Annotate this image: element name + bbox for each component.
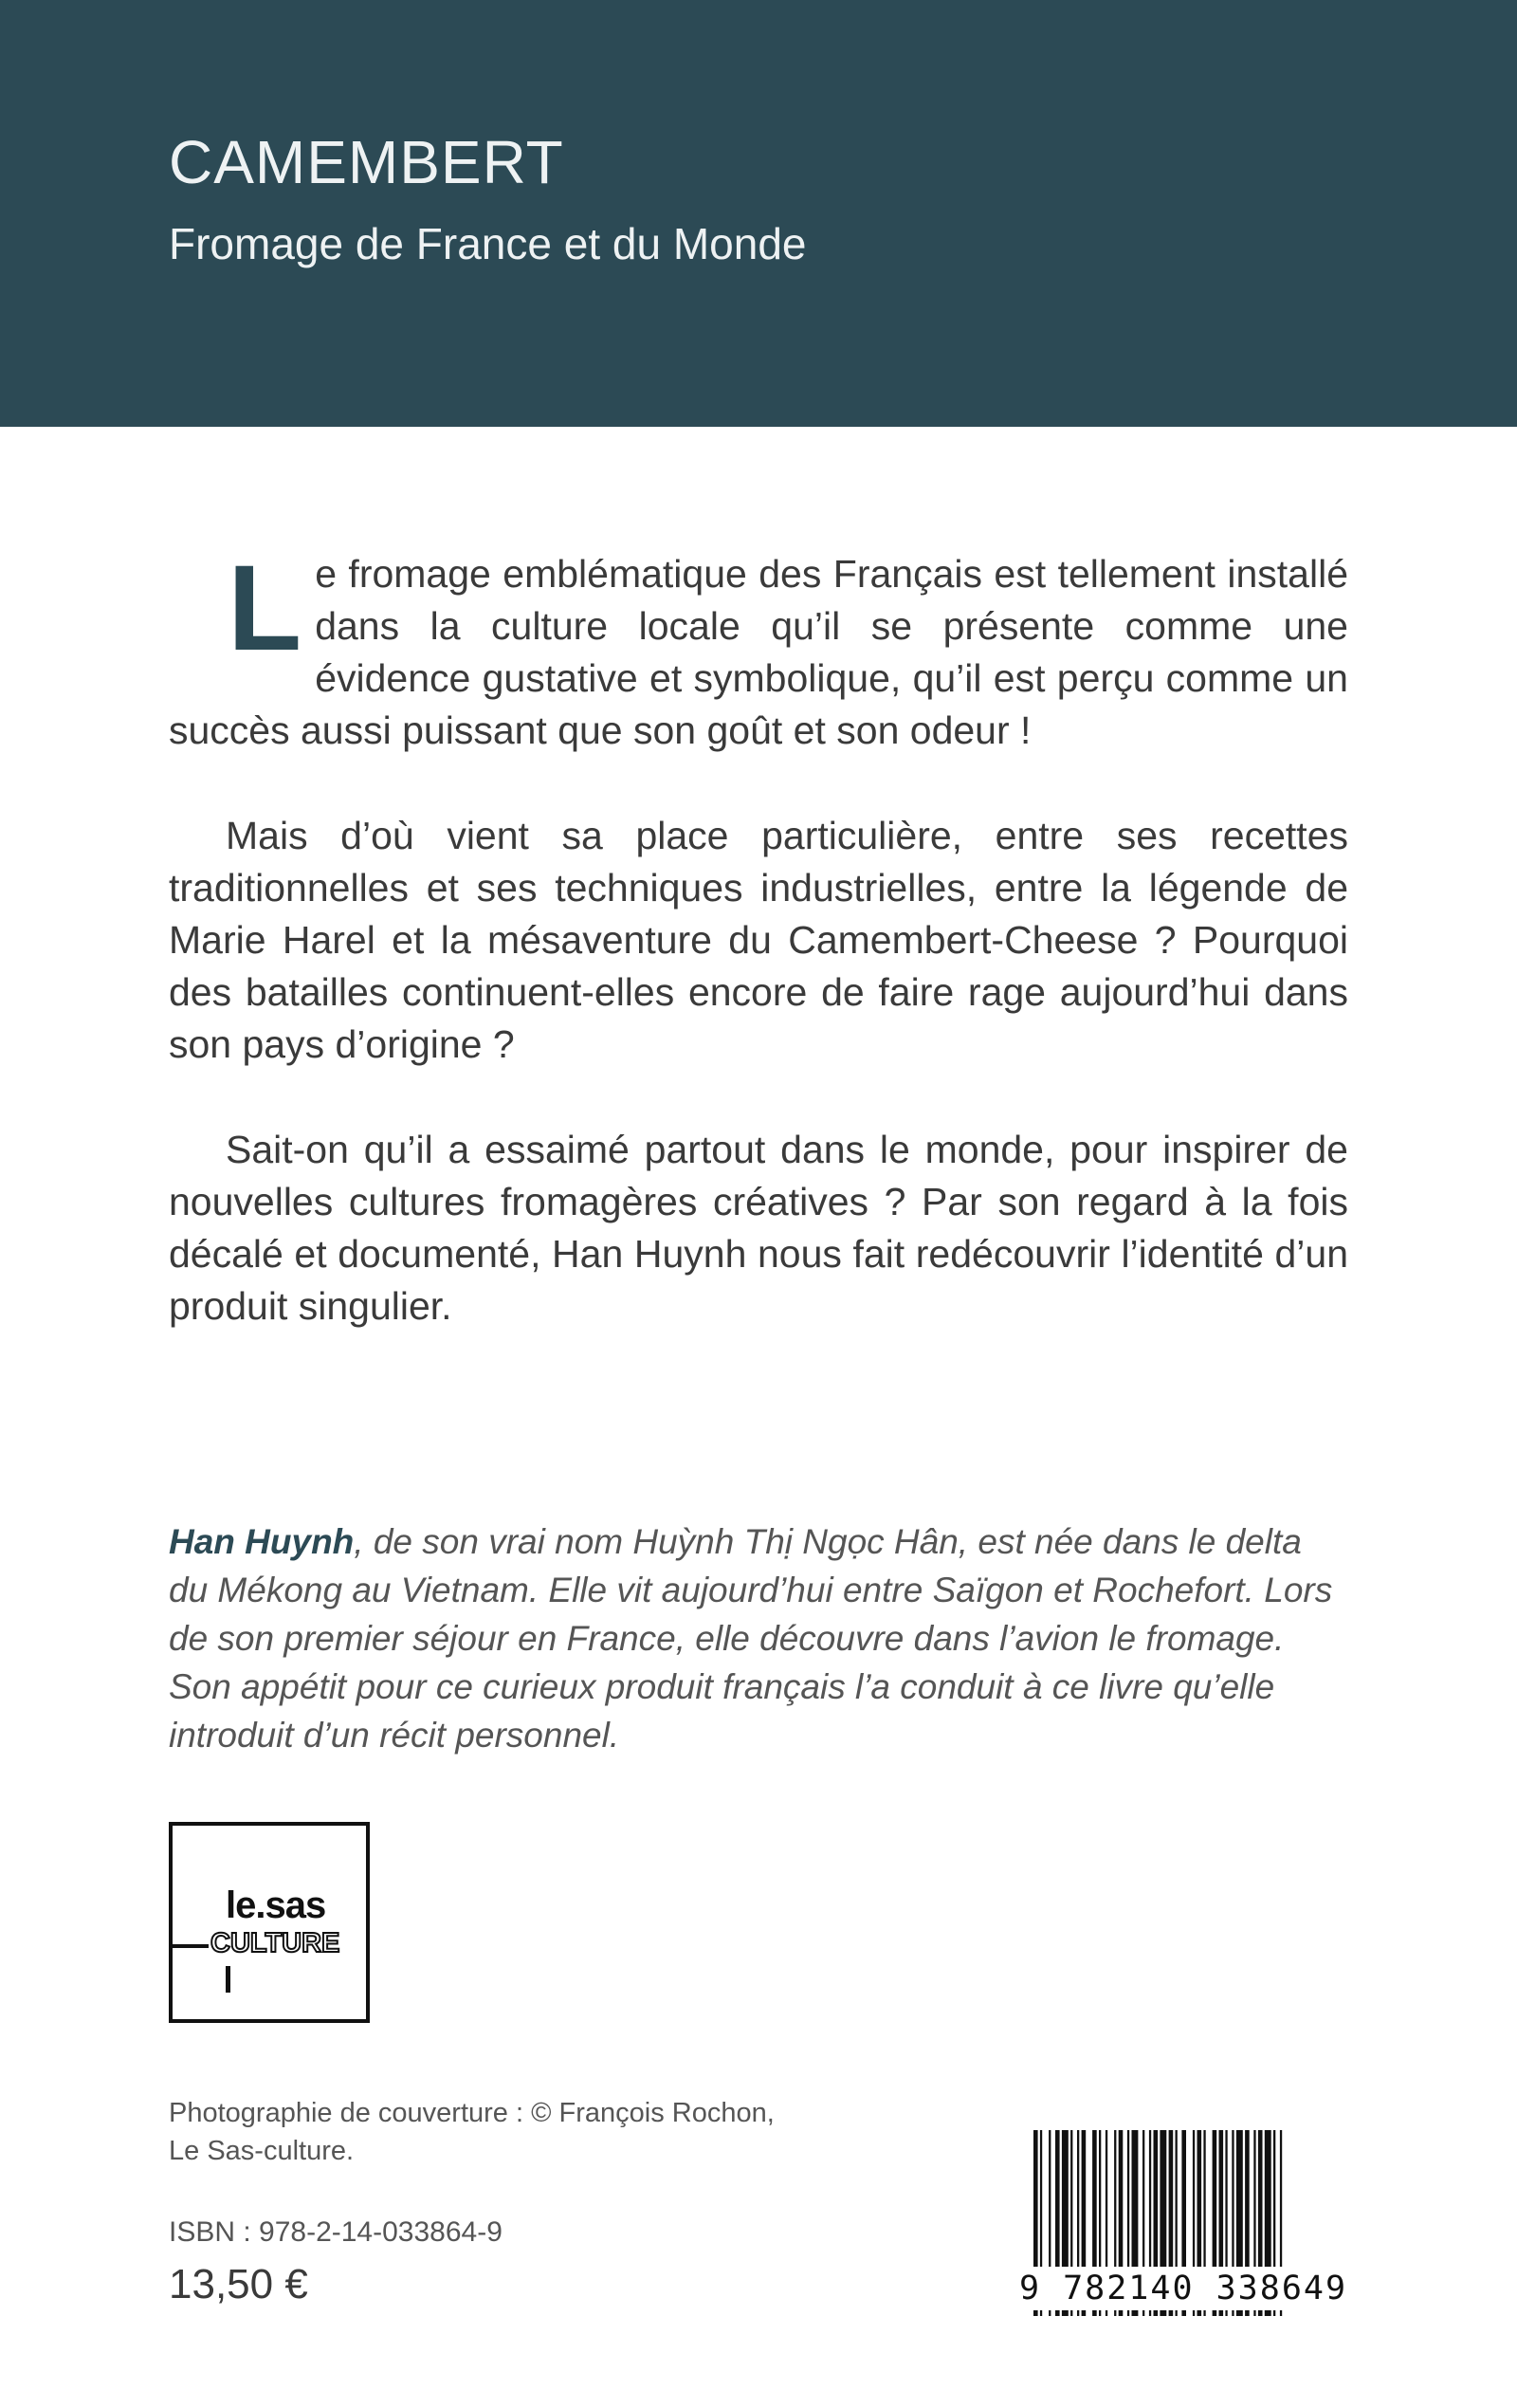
blurb-paragraph-1-text: e fromage emblématique des Français est tellement installé dans la culture locale qu’il se présente comme une évidence gustative et symbolique, qu’il est perçu comme un succès aussi puissant que son goût et son odeur ! [169, 552, 1348, 752]
publisher-logo-line1: le.sas [226, 1884, 326, 1926]
isbn: ISBN : 978-2-14-033864-9 [169, 2216, 503, 2248]
book-subtitle: Fromage de France et du Monde [169, 219, 807, 268]
blurb-paragraph-1 [169, 541, 1348, 757]
author-name: Han Huynh [169, 1522, 355, 1561]
price: 13,50 € [169, 2261, 308, 2307]
publisher-logo-line2: CULTURE [210, 1928, 340, 1958]
blurb-paragraph-3: Sait-on qu’il a essaimé partout dans le monde, pour inspirer de nouvelles cultures fromagères créatives ? Par son regard à la fois décalé et documenté, Han Huynh nous fait redécouvrir l’identité d’un produit singulier. [169, 1128, 1348, 1328]
drop-cap: L [228, 541, 302, 676]
photo-credit-line2: Le Sas-culture. [169, 2136, 355, 2166]
barcode-digits: 9 782140 338649 [1013, 2267, 1354, 2310]
publisher-logo [169, 1822, 370, 2023]
header-band [0, 0, 1517, 427]
photo-credit-line1: Photographie de couverture : © François Rochon, [169, 2098, 775, 2128]
blurb-paragraph-2: Mais d’où vient sa place particulière, entre ses recettes traditionnelles et ses techniques industrielles, entre la légende de Marie Harel et la mésaventure du Camembert-Cheese ? Pourquoi des batailles continuent-elles encore de faire rage aujourd’hui dans son pays d’origine ? [169, 814, 1348, 1066]
author-bio [169, 1517, 1348, 1759]
back-cover-blurb [169, 541, 1348, 1386]
publisher-logo-rule [169, 1944, 209, 1948]
photo-credit [169, 2094, 775, 2170]
author-bio-text: , de son vrai nom Huỳnh Thị Ngọc Hân, est née dans le delta du Mékong au Vietnam. Elle vit aujourd’hui entre Saïgon et Rochefort. Lors de son premier séjour en France, elle découvre dans l’avion le fromage. Son appétit pour ce curieux produit français l’a conduit à ce livre qu’elle introduit d’un récit personnel. [169, 1522, 1333, 1755]
book-title: CAMEMBERT [169, 128, 564, 196]
publisher-logo-bar [226, 1966, 230, 1993]
